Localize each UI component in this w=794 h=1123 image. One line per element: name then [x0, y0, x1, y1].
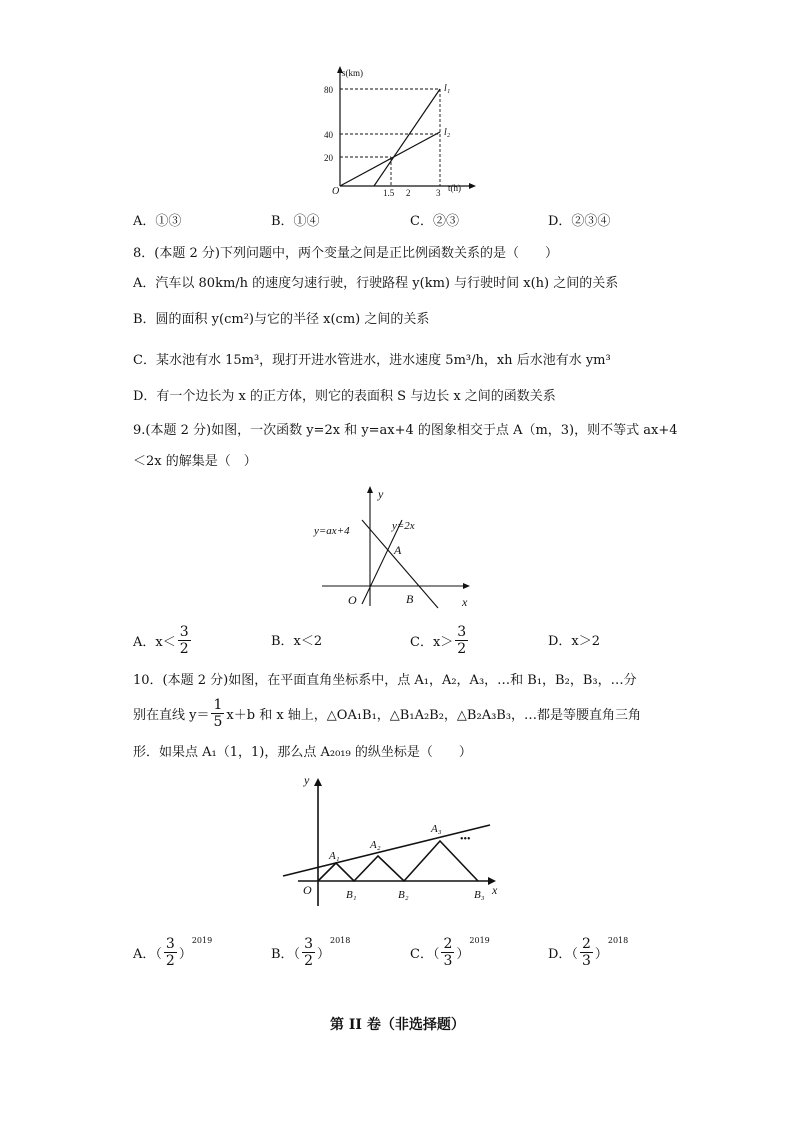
q10-option-d-num: 2	[581, 936, 591, 952]
q8-option-b-unit: (cm²)	[219, 312, 254, 327]
q9-option-a-fraction	[178, 624, 191, 657]
q10-slope-fraction	[211, 697, 224, 730]
q9-stem-line1: 9.(本题 2 分)如图，一次函数 y=2x 和 y=ax+4 的图象相交于点 A（m，3)，则不等式 ax+4	[133, 423, 678, 438]
q8-option-b-post: 与它的半径 x(cm) 之间的关系	[254, 312, 430, 327]
q10-option-a	[133, 936, 212, 969]
q10-x-axis-label: x	[492, 883, 498, 897]
q10-option-c-post: ）	[456, 947, 470, 962]
x-tick-3: 3	[436, 188, 441, 196]
q10-b2-label: B₂	[398, 889, 409, 901]
q10-option-d-pre: D．（	[548, 947, 578, 962]
q10-ellipsis: •••	[460, 834, 471, 845]
q10-option-b-post: ）	[316, 947, 330, 962]
q10-option-d-exp: 2018	[607, 936, 629, 945]
q10-a3-label: A₃	[431, 823, 442, 835]
q9-option-a-den: 2	[179, 641, 189, 657]
q9-option-c-fraction	[455, 624, 468, 657]
q10-graph	[278, 770, 510, 908]
q10-option-d	[548, 936, 628, 969]
q10-option-c-num: 2	[443, 936, 453, 952]
q9-stem-line2: ＜2x 的解集是（ ）	[133, 454, 257, 469]
q9-option-d: D．x＞2	[548, 634, 601, 649]
q9-option-c-den: 2	[457, 641, 467, 657]
x-axis-label: t(h)	[448, 183, 461, 193]
q9-line-ax4-label: y=ax+4	[314, 525, 350, 537]
q9-option-c	[410, 624, 470, 657]
x-tick-2: 2	[406, 188, 411, 196]
x-tick-1-5: 1.5	[383, 188, 395, 196]
q10-option-c-den: 3	[443, 953, 453, 969]
q9-graph	[312, 482, 478, 610]
q7-option-b: B．①④	[271, 214, 320, 229]
q9-origin-label: O	[348, 593, 357, 607]
line-l2-label: l₂	[444, 127, 451, 138]
q10-option-b-pre: B．（	[271, 947, 301, 962]
q9-x-axis-label: x	[462, 595, 468, 609]
y-tick-40: 40	[324, 130, 333, 140]
q8-option-b	[133, 310, 429, 330]
y-axis-label: s(km)	[342, 68, 363, 78]
q10-stem-line2	[133, 697, 641, 730]
q10-option-d-fraction	[580, 936, 593, 969]
q9-option-a-num: 3	[179, 624, 189, 640]
distance-time-graph	[320, 62, 480, 196]
q10-option-b-fraction	[302, 936, 315, 969]
origin-label: O	[332, 186, 340, 196]
q10-line2-pre: 别在直线 y＝	[133, 708, 210, 723]
q9-option-c-pre: C．x＞	[410, 635, 454, 650]
q10-a2-label: A₂	[370, 839, 381, 851]
q8-option-c: C．某水池有水 15m³，现打开进水管进水，进水速度 5m³/h，xh 后水池有水 ym³	[133, 353, 611, 368]
q10-option-d-post: ）	[594, 947, 608, 962]
q8-option-b-pre: B．圆的面积 y	[133, 312, 220, 327]
q10-option-b-exp: 2018	[330, 936, 351, 945]
q9-option-a	[133, 624, 193, 657]
q10-option-a-fraction	[164, 936, 177, 969]
q10-b3-label: B₃	[474, 889, 485, 901]
q10-option-b-den: 2	[304, 953, 313, 969]
q10-option-d-den: 3	[581, 953, 591, 969]
q10-option-a-post: ）	[178, 947, 192, 962]
q9-line-2x-label: y=2x	[392, 520, 415, 532]
q10-b1-label: B₁	[346, 889, 357, 901]
q9-option-c-num: 3	[457, 624, 467, 640]
q10-origin-label: O	[303, 883, 312, 897]
q9-point-a-label: A	[394, 543, 402, 557]
q10-option-a-exp: 2019	[191, 936, 213, 945]
q7-option-c: C．②③	[410, 214, 459, 229]
q8-stem: 8．(本题 2 分)下列问题中，两个变量之间是正比例函数关系的是（ ）	[133, 246, 558, 261]
q10-slope-den: 5	[213, 714, 223, 730]
q10-y-axis-label: y	[304, 773, 310, 787]
q10-option-c-exp: 2019	[469, 936, 490, 945]
q10-option-c	[410, 936, 490, 969]
q9-option-a-pre: A．x＜	[133, 635, 176, 650]
q7-option-a: A．①③	[133, 214, 182, 229]
q10-option-a-den: 2	[165, 953, 175, 969]
q9-point-b-label: B	[406, 592, 414, 606]
q10-stem-line1: 10．(本题 2 分)如图，在平面直角坐标系中，点 A₁，A₂，A₃，…和 B₁，B₂，B₃，…分	[133, 673, 637, 688]
q10-a1-label: A₁	[329, 850, 340, 862]
q10-line2-post: x＋b 和 x 轴上，△OA₁B₁，△B₁A₂B₂，△B₂A₃B₃，…都是等腰直角三角	[226, 708, 642, 723]
y-tick-20: 20	[324, 153, 333, 163]
q10-option-a-num: 3	[165, 936, 175, 952]
q9-y-axis-label: y	[378, 487, 384, 501]
q10-option-c-fraction	[441, 936, 454, 969]
q10-option-a-pre: A．（	[133, 947, 162, 962]
q8-option-a: A．汽车以 80km/h 的速度匀速行驶，行驶路程 y(km) 与行驶时间 x(h) 之间的关系	[133, 276, 619, 291]
section-title: 第 II 卷（非选择题）	[330, 1017, 465, 1033]
q9-option-b: B．x＜2	[271, 634, 323, 649]
y-tick-80: 80	[324, 85, 333, 95]
q10-option-c-pre: C．（	[410, 947, 440, 962]
q7-option-d: D．②③④	[548, 214, 611, 229]
q10-option-b	[271, 936, 350, 969]
q8-option-d: D．有一个边长为 x 的正方体，则它的表面积 S 与边长 x 之间的函数关系	[133, 389, 556, 404]
q10-stem-line3: 形．如果点 A₁（1，1)，那么点 A₂₀₁₉ 的纵坐标是（ ）	[133, 745, 472, 760]
q10-option-b-num: 3	[304, 936, 313, 952]
line-l1-label: l₁	[444, 83, 451, 94]
q10-slope-num: 1	[213, 697, 223, 713]
